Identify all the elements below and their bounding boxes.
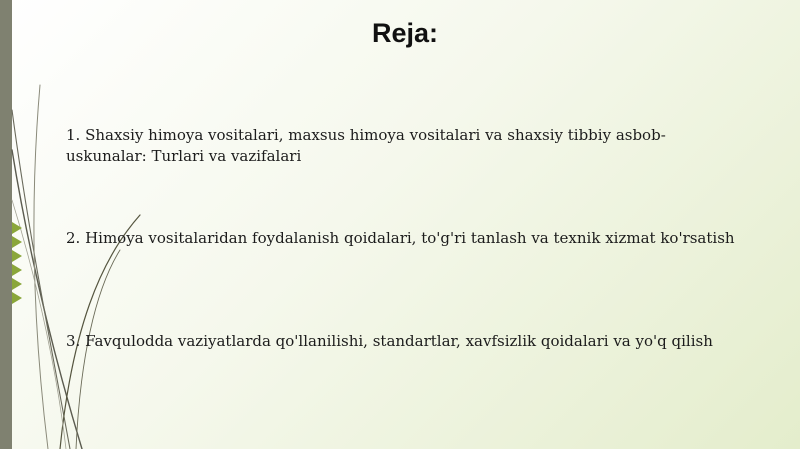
slide-title: Reja: [371, 18, 439, 48]
bullet-arrow-icon [12, 222, 22, 234]
agenda-item-3: 3. Favqulodda vaziyatlarda qo'llanilishi, standartlar, xavfsizlik qoidalari va yo'q qilish [66, 332, 713, 350]
agenda-item-2: 2. Himoya vositalaridan foydalanish qoidalari, to'g'ri tanlash va texnik xizmat ko'rsatish [66, 229, 735, 247]
decorative-leaf-lines [0, 0, 160, 449]
agenda-item-1: 1. Shaxsiy himoya vositalari, maxsus himoya vositalari va shaxsiy tibbiy asbob-uskunalar: Turlari va vazifalari [66, 126, 666, 165]
